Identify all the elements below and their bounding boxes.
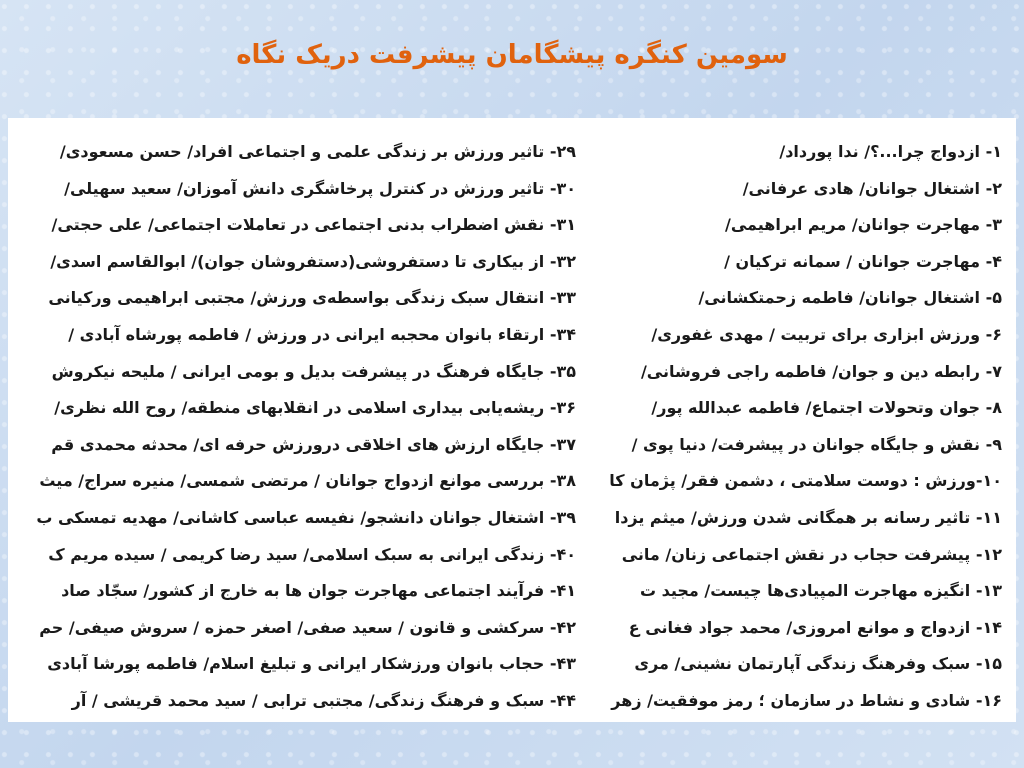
list-item: ۳۴- ارتقاء بانوان محجبه ایرانی در ورزش / فاطمه پورشاه آبادی / <box>68 324 576 344</box>
content-panel <box>8 118 1016 722</box>
list-item: ۴- مهاجرت جوانان / سمانه ترکیان / <box>724 251 1002 271</box>
left-column <box>16 134 576 720</box>
list-item: ۲- اشتغال جوانان/ هادی عرفانی/ <box>742 178 1002 198</box>
list-item: ۴۴- سبک و فرهنگ زندگی/ مجتبی ترابی / سید محمد قریشی / آر <box>71 690 576 710</box>
list-item: ۱۱- تاثیر رسانه بر همگانی شدن ورزش/ میثم یزدا <box>614 507 1002 527</box>
list-item: ۸- جوان وتحولات اجتماع/ فاطمه عبدالله پور/ <box>651 398 1002 418</box>
list-item: ۴۰- زندگی ایرانی به سبک اسلامی/ سید رضا کریمی / سیده مریم ک <box>48 544 576 564</box>
list-item: ۲۹- تاثیر ورزش بر زندگی علمی و اجتماعی افراد/ حسن مسعودی/ <box>59 142 576 161</box>
list-item: ۳۹- اشتغال جوانان دانشجو/ نفیسه عباسی کاشانی/ مهدیه تمسکی ب <box>36 507 576 527</box>
list-item: ۷- رابطه دین و جوان/ فاطمه راجی فروشانی/ <box>640 361 1002 381</box>
list-item: ۱۵- سبک وفرهنگ زندگی آپارتمان نشینی/ مری <box>634 654 1002 674</box>
list-item: ۳۲- از بیکاری تا دستفروشی(دستفروشان جوان)/ ابوالقاسم اسدی/ <box>50 251 576 271</box>
list-item: ۳۶- ریشه‌یابی بیداری اسلامی در انقلابهای منطقه/ روح الله نظری/ <box>54 398 576 418</box>
list-item: ۵- اشتغال جوانان/ فاطمه زحمتکشانی/ <box>698 288 1002 308</box>
list-item: ۹- نقش و جایگاه جوانان در پیشرفت/ دنیا پوی / <box>631 434 1002 454</box>
list-item: ۱۰-ورزش : دوست سلامتی ، دشمن فقر/ پژمان کا <box>609 471 1002 491</box>
list-item: ۴۱- فرآیند اجتماعی مهاجرت جوان ها به خارج از کشور/ سجّاد صاد <box>61 581 576 601</box>
list-item: ۳۱- نقش اضطراب بدنی اجتماعی در تعاملات اجتماعی/ علی حجتی/ <box>51 215 576 235</box>
list-item: ۳۳- انتقال سبک زندگی بواسطه‌ی ورزش/ مجتبی ابراهیمی ورکیانی <box>48 288 576 308</box>
list-item: ۴۳- حجاب بانوان ورزشکار ایرانی و تبلیغ اسلام/ فاطمه پورشا آبادی <box>47 654 576 674</box>
list-item: ۳۵- جایگاه فرهنگ در پیشرفت بدیل و بومی ایرانی / ملیحه نیکروش <box>51 361 576 381</box>
list-item: ۱۳- انگیزه مهاجرت المپیادی‌ها چیست/ مجید ت <box>639 581 1002 601</box>
list-item: ۱- ازدواج چرا...؟/ ندا پورداد/ <box>779 142 1002 161</box>
right-column <box>602 134 1002 720</box>
list-item: ۴۲- سرکشی و قانون / سعید صفی/ اصغر حمزه / سروش صیفی/ حم <box>39 617 576 637</box>
list-item: ۳۰- تاثیر ورزش در کنترل پرخاشگری دانش آموزان/ سعید سهیلی/ <box>64 178 576 198</box>
page-title: سومین کنگره پیشگامان پیشرفت دریک نگاه <box>236 40 788 70</box>
list-item: ۶- ورزش ابزاری برای تربیت / مهدی غفوری/ <box>651 324 1002 344</box>
list-item: ۱۴- ازدواج و موانع امروزی/ محمد جواد فغانی ع <box>628 617 1002 637</box>
list-item: ۳- مهاجرت جوانان/ مریم ابراهیمی/ <box>724 215 1002 235</box>
list-item: ۱۲- پیشرفت حجاب در نقش اجتماعی زنان/ مانی <box>621 544 1002 564</box>
list-item: ۱۶- شادی و نشاط در سازمان ؛ رمز موفقیت/ زهر <box>611 690 1002 710</box>
list-item: ۳۷- جایگاه ارزش های اخلاقی درورزش حرفه ای/ محدثه محمدی قم <box>51 434 576 454</box>
list-item: ۳۸- بررسی موانع ازدواج جوانان / مرتضی شمسی/ منیره سراج/ میث <box>39 471 576 491</box>
